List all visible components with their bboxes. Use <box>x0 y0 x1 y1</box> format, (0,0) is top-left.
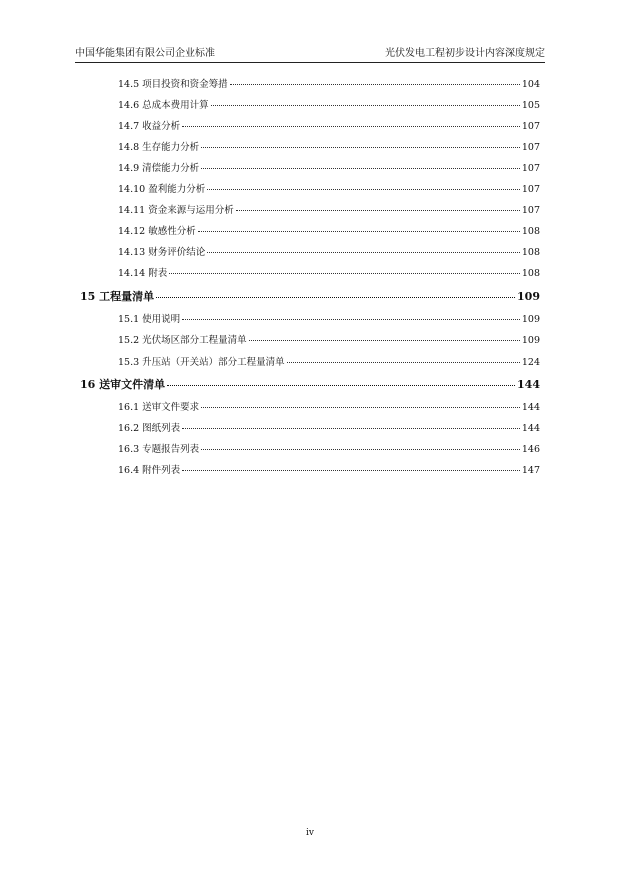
toc-entry[interactable] <box>118 265 540 279</box>
toc-entry[interactable] <box>118 181 540 195</box>
toc-entry-page: 144 <box>521 402 540 413</box>
toc-entry-page: 146 <box>521 444 540 455</box>
toc-entry[interactable] <box>118 223 540 237</box>
page-number: iv <box>306 828 314 838</box>
toc-leader-dots <box>211 105 520 106</box>
toc-leader-dots <box>201 449 520 450</box>
toc-leader-dots <box>207 252 520 253</box>
toc-entry-page: 108 <box>521 226 540 237</box>
toc-entry[interactable] <box>118 399 540 413</box>
toc-leader-dots <box>230 84 520 85</box>
toc-entry[interactable] <box>118 76 540 90</box>
toc-entry-page: 144 <box>521 423 540 434</box>
toc-entry-title: 15.2 光伏场区部分工程量清单 <box>118 335 247 346</box>
header-organization: 中国华能集团有限公司企业标准 <box>75 48 215 59</box>
toc-entry-page: 108 <box>521 268 540 279</box>
toc-entry[interactable] <box>118 139 540 153</box>
toc-entry-title: 16.4 附件列表 <box>118 465 181 476</box>
toc-entry-title: 16.2 图纸列表 <box>118 423 181 434</box>
toc-leader-dots <box>182 428 520 429</box>
toc-entry-title: 14.10 盈利能力分析 <box>118 184 206 195</box>
toc-entry-page: 108 <box>521 247 540 258</box>
toc-entry[interactable] <box>118 354 540 368</box>
toc-leader-dots <box>182 319 520 320</box>
toc-entry-title: 14.12 敏感性分析 <box>118 226 196 237</box>
toc-leader-dots <box>169 273 520 274</box>
toc-entry[interactable] <box>118 97 540 111</box>
toc-leader-dots <box>201 407 520 408</box>
toc-entry-title: 14.9 清偿能力分析 <box>118 163 200 174</box>
toc-leader-dots <box>207 189 520 190</box>
toc-chapter-entry[interactable] <box>80 288 540 304</box>
toc-leader-dots <box>167 385 515 386</box>
toc-entry-title: 15.3 升压站（开关站）部分工程量清单 <box>118 357 285 368</box>
toc-entry-title: 15.1 使用说明 <box>118 314 181 325</box>
toc-entry-page: 104 <box>521 79 540 90</box>
toc-entry[interactable] <box>118 244 540 258</box>
toc-entry-page: 109 <box>521 314 540 325</box>
toc-entry-page: 109 <box>517 290 540 303</box>
toc-entry-title: 15 工程量清单 <box>80 290 155 303</box>
toc-entry-title: 14.11 资金来源与运用分析 <box>118 205 234 216</box>
toc-leader-dots <box>287 362 520 363</box>
toc-leader-dots <box>236 210 520 211</box>
toc-leader-dots <box>182 126 520 127</box>
header-document-title: 光伏发电工程初步设计内容深度规定 <box>385 48 545 59</box>
toc-entry-page: 107 <box>521 163 540 174</box>
toc-leader-dots <box>182 470 520 471</box>
toc-entry[interactable] <box>118 118 540 132</box>
toc-leader-dots <box>201 147 520 148</box>
toc-entry[interactable] <box>118 202 540 216</box>
toc-entry[interactable] <box>118 311 540 325</box>
toc-entry-page: 105 <box>521 100 540 111</box>
toc-entry-page: 107 <box>521 205 540 216</box>
toc-entry[interactable] <box>118 332 540 346</box>
toc-entry-page: 147 <box>521 465 540 476</box>
toc-entry-title: 14.8 生存能力分析 <box>118 142 200 153</box>
toc-entry[interactable] <box>118 160 540 174</box>
toc-leader-dots <box>198 231 520 232</box>
toc-entry-title: 14.5 项目投资和资金筹措 <box>118 79 228 90</box>
toc-entry-page: 144 <box>517 378 540 391</box>
toc-entry-title: 16 送审文件清单 <box>80 378 166 391</box>
toc-leader-dots <box>156 297 515 298</box>
toc-entry-title: 16.3 专题报告列表 <box>118 444 200 455</box>
toc-entry-title: 14.6 总成本费用计算 <box>118 100 209 111</box>
toc-leader-dots <box>249 340 520 341</box>
toc-entry[interactable] <box>118 420 540 434</box>
toc-entry-page: 107 <box>521 184 540 195</box>
toc-entry-title: 14.13 财务评价结论 <box>118 247 206 258</box>
toc-entry-page: 124 <box>521 357 540 368</box>
toc-entry-page: 107 <box>521 121 540 132</box>
page-header <box>75 40 545 63</box>
toc-entry[interactable] <box>118 441 540 455</box>
toc-entry-title: 14.7 收益分析 <box>118 121 181 132</box>
toc-entry-title: 14.14 附表 <box>118 268 168 279</box>
toc-entry-page: 109 <box>521 335 540 346</box>
toc-leader-dots <box>201 168 520 169</box>
toc-chapter-entry[interactable] <box>80 376 540 392</box>
toc-entry-page: 107 <box>521 142 540 153</box>
toc-entry-title: 16.1 送审文件要求 <box>118 402 200 413</box>
toc-entry[interactable] <box>118 462 540 476</box>
